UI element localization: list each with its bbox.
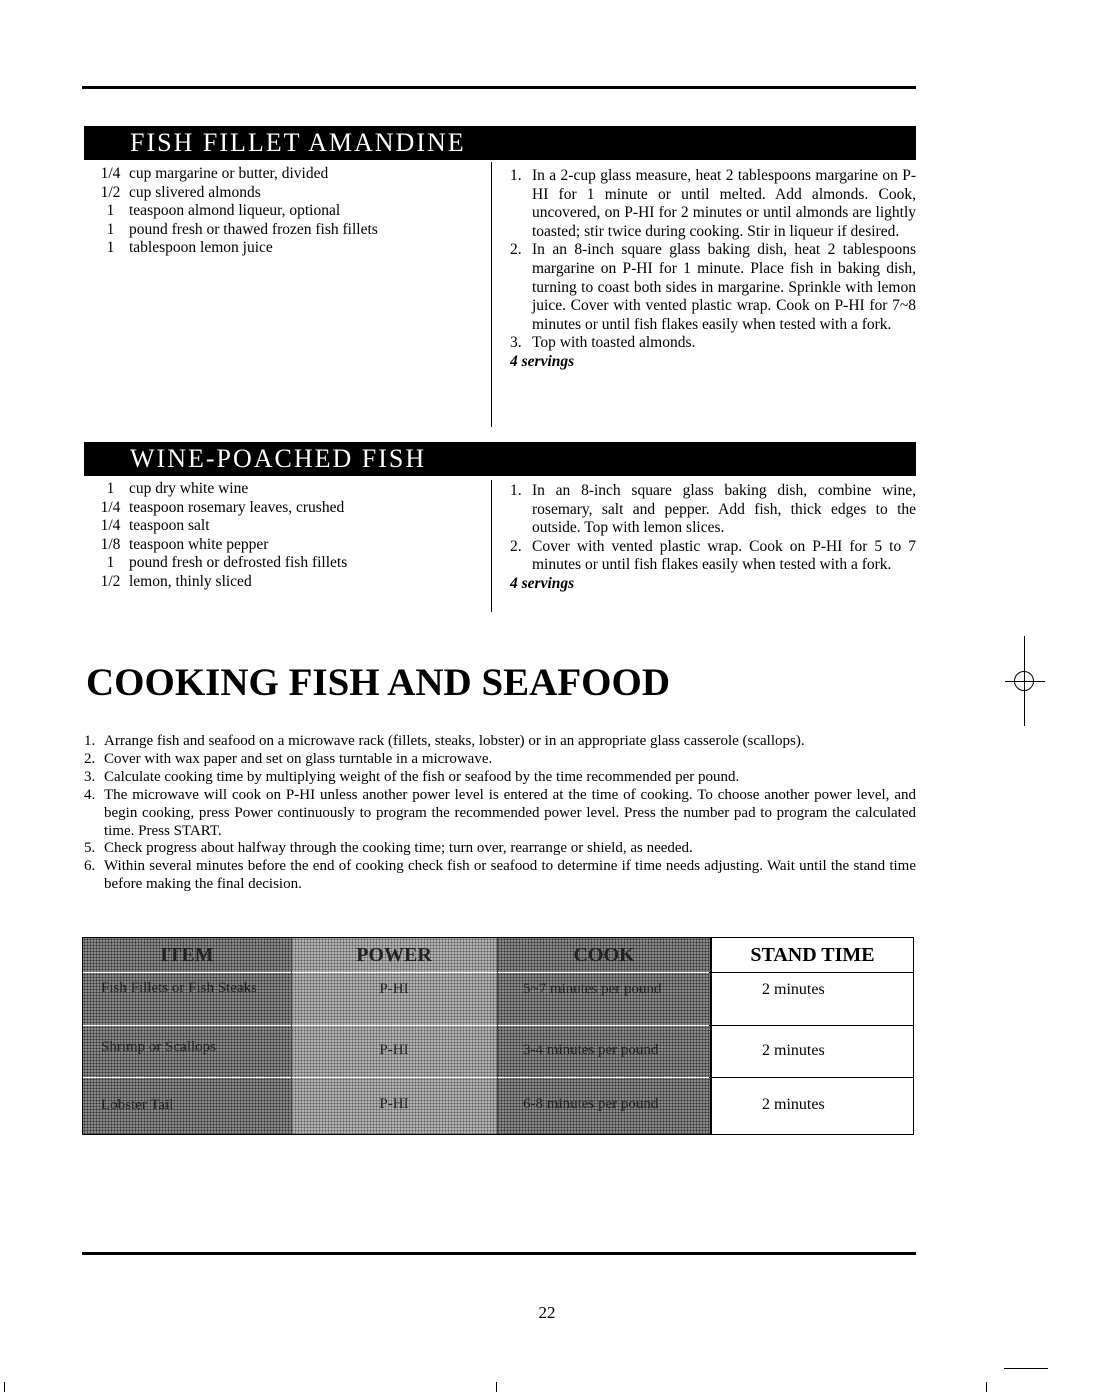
ingredient-row (92, 480, 347, 499)
list-item-text: Cover with wax paper and set on glass turntable in a microwave. (104, 750, 493, 767)
ingredient-text: teaspoon rosemary leaves, crushed (129, 498, 345, 516)
step-number: 1. (510, 167, 522, 184)
step-text: In an 8-inch square glass baking dish, heat 2 tablespoons margarine on P-HI for 1 minute. Place fish in baking dish, turning to coast both sides in margarine. Sprinkle with lemon juice. Cover with vented plastic wrap. Cook on P-HI for 7~8 minutes or until fish flakes easily when tested with a fork. (532, 241, 916, 333)
step-text: In an 8-inch square glass baking dish, combine wine, rosemary, salt and pepper. Add fish, thick edges to the outside. Top with lemon slices. (532, 482, 916, 537)
ingredient-quantity: 1 (106, 202, 115, 220)
ingredient-text: pound fresh or thawed frozen fish fillets (129, 220, 378, 238)
list-item (84, 751, 916, 769)
cell-cook: 5~7 minutes per pound (497, 973, 711, 1025)
cell-item: Lobster Tail (83, 1078, 291, 1134)
ingredient-quantity: 1 (106, 239, 115, 257)
step-number: 2. (510, 537, 522, 555)
list-item (84, 769, 916, 787)
cell-power: P-HI (291, 1078, 497, 1134)
step-text: In a 2-cup glass measure, heat 2 tablespoons margarine on P-HI for 1 minute or until melted. Add almonds. Cook, uncovered, on P-HI for 2 minutes or until almonds are lightly toasted; stir twice during cooking. Stir in liqueur if desired. (532, 167, 916, 240)
column-line (291, 938, 292, 1134)
column-divider (491, 162, 492, 427)
ingredient-row (92, 573, 347, 592)
ingredient-text: tablespoon lemon juice (129, 239, 273, 257)
table-row (83, 1026, 913, 1077)
ingredient-row (92, 536, 347, 555)
list-item-text: Check progress about halfway through the cooking time; turn over, rearrange or shield, as needed. (104, 840, 693, 857)
header-power: POWER (291, 938, 497, 972)
column-divider (491, 480, 492, 612)
crop-mark (986, 1382, 987, 1392)
cell-stand-time: 2 minutes (711, 1026, 913, 1077)
ingredient-row (92, 554, 347, 573)
header-stand-time: STAND TIME (711, 938, 913, 972)
table-row (83, 973, 913, 1025)
cell-cook: 6-8 minutes per pound (497, 1078, 711, 1134)
list-item-text: Calculate cooking time by multiplying weight of the fish or seafood by the time recommended per pound. (104, 768, 740, 785)
ingredient-quantity: 1/4 (100, 498, 121, 516)
top-rule (82, 86, 916, 89)
recipe-title-fish-fillet-amandine: FISH FILLET AMANDINE (84, 126, 916, 160)
list-item-text: The microwave will cook on P-HI unless another power level is entered at the time of cooking. To choose another power level, and begin cooking, press Power continuously to program the recommended power level. Press the number pad to program the calculated time. Press START. (104, 786, 916, 839)
ingredient-row (92, 202, 378, 221)
ingredient-quantity: 1/8 (100, 535, 121, 553)
page-number: 22 (538, 1303, 556, 1322)
step-item (510, 167, 916, 241)
ingredient-row (92, 221, 378, 240)
ingredient-text: cup dry white wine (129, 480, 249, 497)
recipe1-steps (510, 167, 916, 372)
cell-item: Fish Fillets or Fish Steaks (83, 973, 291, 1025)
ingredient-quantity: 1/4 (100, 165, 121, 182)
step-item (510, 538, 916, 575)
cell-item: Shrimp or Scallops (83, 1026, 291, 1077)
ingredient-text: pound fresh or defrosted fish fillets (129, 554, 348, 572)
header-cook: COOK (497, 938, 711, 972)
cell-stand-time: 2 minutes (711, 973, 913, 1025)
step-item (510, 241, 916, 334)
list-item-number: 4. (84, 786, 96, 803)
ingredient-quantity: 1/2 (100, 183, 121, 201)
step-text: Top with toasted almonds. (532, 334, 696, 352)
ingredient-row (92, 239, 378, 258)
column-line (710, 938, 711, 1134)
ingredient-quantity: 1 (106, 554, 115, 572)
ingredient-row (92, 165, 378, 184)
ingredient-quantity: 1/2 (100, 572, 121, 590)
servings: 4 servings (510, 574, 575, 592)
table-row (83, 1078, 913, 1134)
list-item (84, 858, 916, 894)
ingredient-text: teaspoon salt (129, 517, 210, 535)
ingredient-text: lemon, thinly sliced (129, 572, 252, 590)
step-item (510, 334, 916, 353)
list-item (84, 840, 916, 858)
list-item (84, 733, 916, 751)
step-number: 3. (510, 334, 522, 352)
ingredient-text: cup slivered almonds (129, 183, 261, 201)
list-item-number: 6. (84, 858, 96, 875)
step-number: 1. (510, 482, 522, 499)
list-item-number: 1. (84, 733, 96, 749)
list-item (84, 787, 916, 841)
step-number: 2. (510, 241, 522, 259)
table-header-row (83, 938, 913, 972)
ingredient-quantity: 1 (106, 480, 115, 497)
cooking-times-table (82, 937, 914, 1135)
crop-mark (4, 1382, 5, 1392)
cell-power: P-HI (291, 973, 497, 1025)
recipe2-ingredients (92, 480, 347, 592)
cooking-instructions-list (84, 733, 916, 894)
crop-mark (496, 1382, 497, 1392)
bottom-rule (82, 1252, 916, 1255)
ingredient-text: teaspoon almond liqueur, optional (129, 202, 341, 220)
recipe2-steps (510, 482, 916, 594)
step-text: Cover with vented plastic wrap. Cook on P-HI for 5 to 7 minutes or until fish flakes easily when tested with a fork. (532, 537, 916, 574)
ingredient-text: cup margarine or butter, divided (129, 165, 329, 182)
crop-mark (1004, 1368, 1048, 1369)
column-line (497, 938, 498, 1134)
list-item-number: 5. (84, 840, 96, 857)
ingredient-quantity: 1 (106, 220, 115, 238)
ingredient-quantity: 1/4 (100, 517, 121, 535)
ingredient-row (92, 499, 347, 518)
servings: 4 servings (510, 352, 575, 370)
section-heading: COOKING FISH AND SEAFOOD (86, 661, 670, 704)
header-item: ITEM (83, 938, 291, 972)
recipe-title-wine-poached-fish: WINE-POACHED FISH (84, 442, 916, 476)
cell-stand-time: 2 minutes (711, 1078, 913, 1134)
cell-power: P-HI (291, 1026, 497, 1077)
ingredient-row (92, 517, 347, 536)
step-item (510, 482, 916, 538)
ingredient-row (92, 184, 378, 203)
cell-cook: 3-4 minutes per pound (497, 1026, 711, 1077)
list-item-text: Within several minutes before the end of cooking check fish or seafood to determine if time needs adjusting. Wait until the stand time before making the final decision. (104, 858, 916, 893)
list-item-number: 2. (84, 750, 96, 767)
list-item-text: Arrange fish and seafood on a microwave rack (fillets, steaks, lobster) or in an appropriate glass casserole (scallops). (104, 733, 805, 749)
recipe1-ingredients (92, 165, 378, 258)
registration-mark-circle (1014, 671, 1034, 691)
ingredient-text: teaspoon white pepper (129, 535, 269, 553)
list-item-number: 3. (84, 768, 96, 785)
